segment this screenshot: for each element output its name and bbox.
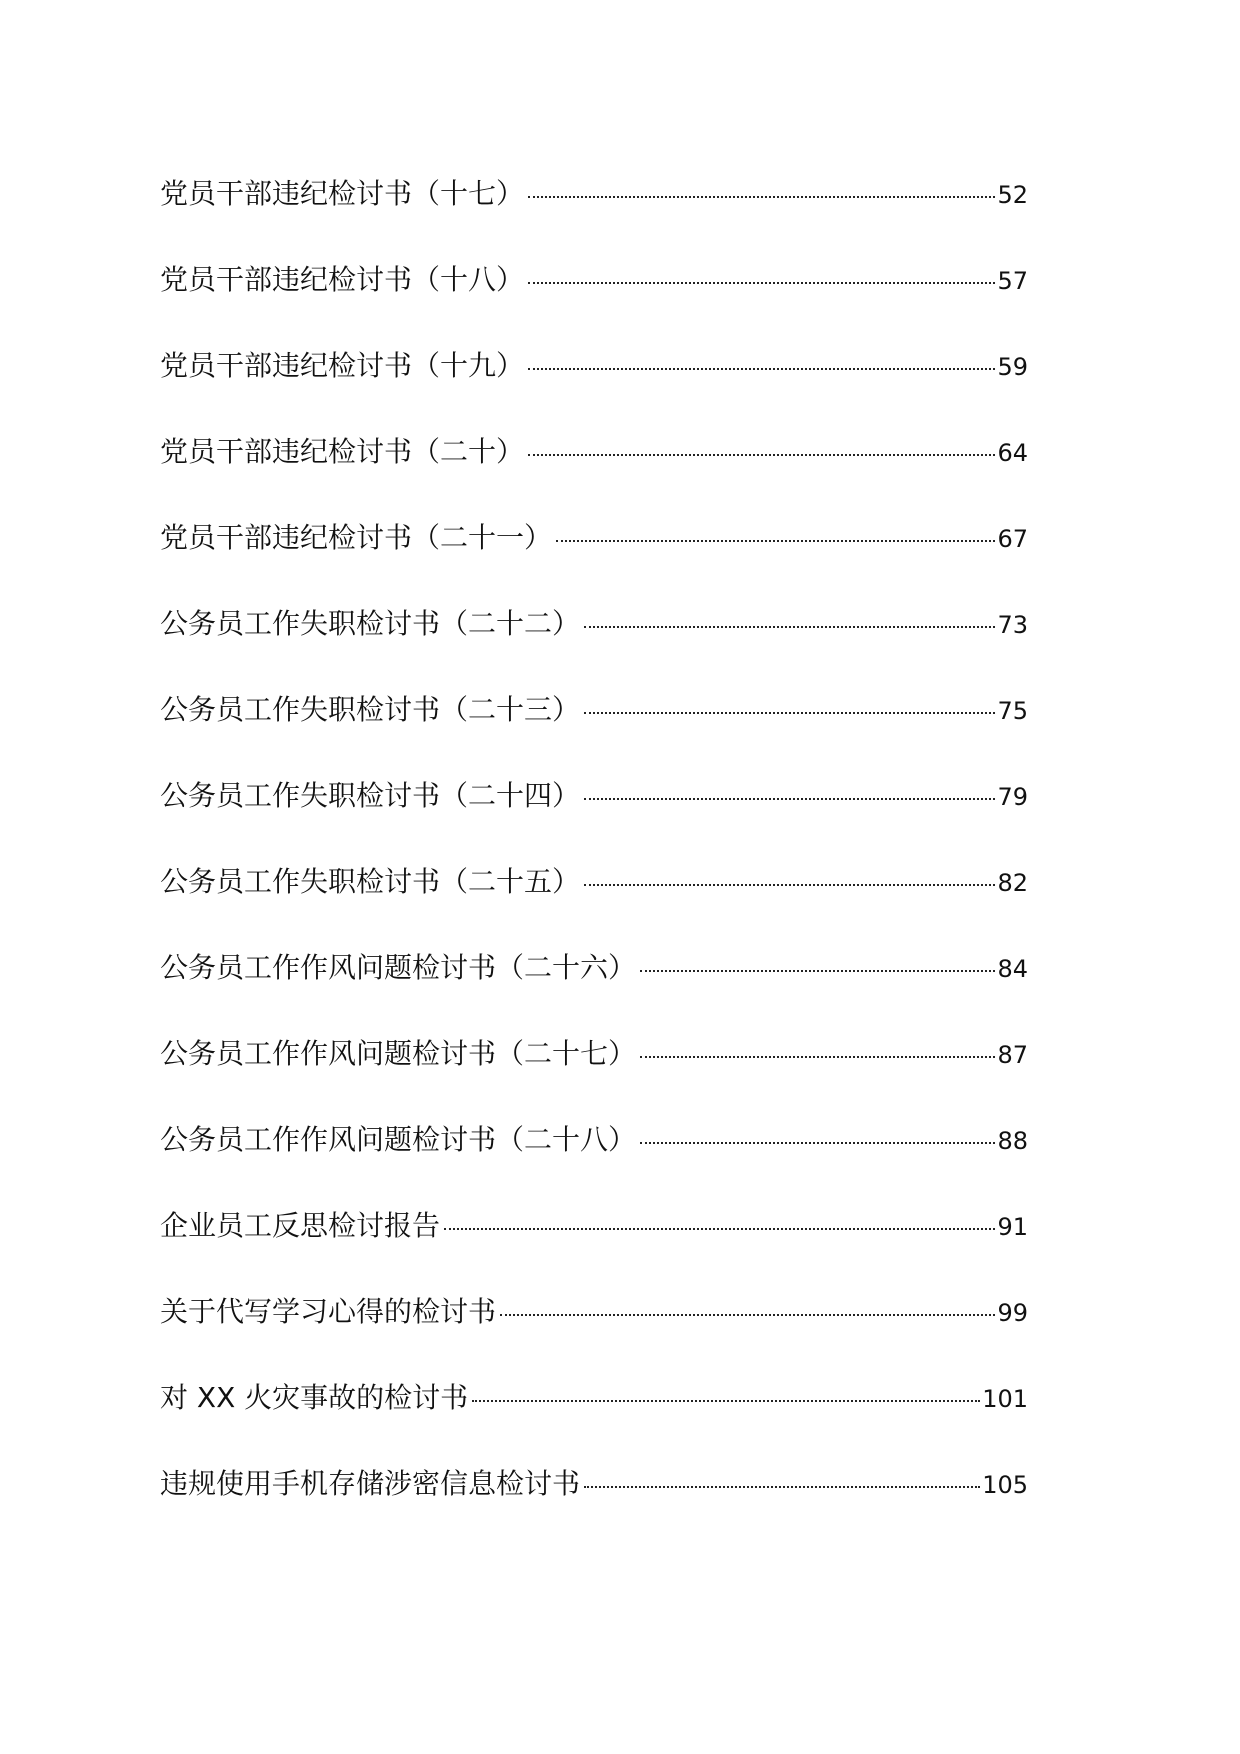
toc-entry[interactable] xyxy=(160,1032,1028,1118)
toc-entry-title: 违规使用手机存储涉密信息检讨书 xyxy=(160,1467,581,1500)
toc-entry[interactable] xyxy=(160,602,1028,688)
toc-entry[interactable] xyxy=(160,1118,1028,1204)
toc-dot-leader xyxy=(584,884,995,886)
toc-entry[interactable] xyxy=(160,1376,1028,1462)
toc-dot-leader xyxy=(444,1228,995,1230)
toc-dot-leader xyxy=(584,798,995,800)
toc-entry-title: 公务员工作作风问题检讨书（二十八） xyxy=(160,1123,637,1156)
toc-entry-title: 企业员工反思检讨报告 xyxy=(160,1209,441,1242)
toc-dot-leader xyxy=(528,454,995,456)
toc-entry-title: 党员干部违纪检讨书（二十） xyxy=(160,435,525,468)
toc-entry-page: 57 xyxy=(997,267,1028,295)
toc-entry[interactable] xyxy=(160,688,1028,774)
toc-entry-page: 82 xyxy=(997,869,1028,897)
toc-entry-page: 99 xyxy=(997,1299,1028,1327)
toc-entry-page: 73 xyxy=(997,611,1028,639)
toc-entry-title: 党员干部违纪检讨书（十七） xyxy=(160,177,525,210)
toc-entry-page: 88 xyxy=(997,1127,1028,1155)
toc-entry[interactable] xyxy=(160,516,1028,602)
toc-entry-page: 87 xyxy=(997,1041,1028,1069)
toc-entry-page: 64 xyxy=(997,439,1028,467)
toc-entry-title: 公务员工作失职检讨书（二十五） xyxy=(160,865,581,898)
toc-dot-leader xyxy=(528,368,995,370)
toc-dot-leader xyxy=(500,1314,995,1316)
toc-entry-page: 75 xyxy=(997,697,1028,725)
toc-entry[interactable] xyxy=(160,774,1028,860)
toc-dot-leader xyxy=(584,626,995,628)
table-of-contents xyxy=(160,172,1028,1548)
toc-dot-leader xyxy=(584,712,995,714)
toc-entry[interactable] xyxy=(160,344,1028,430)
toc-entry[interactable] xyxy=(160,430,1028,516)
toc-dot-leader xyxy=(528,196,995,198)
toc-entry-title: 公务员工作作风问题检讨书（二十七） xyxy=(160,1037,637,1070)
toc-entry[interactable] xyxy=(160,1204,1028,1290)
toc-dot-leader xyxy=(640,1142,995,1144)
toc-entry-title: 党员干部违纪检讨书（二十一） xyxy=(160,521,553,554)
toc-entry-title: 党员干部违纪检讨书（十九） xyxy=(160,349,525,382)
toc-entry[interactable] xyxy=(160,1290,1028,1376)
toc-dot-leader xyxy=(640,1056,995,1058)
toc-entry-page: 105 xyxy=(982,1471,1028,1499)
toc-entry[interactable] xyxy=(160,946,1028,1032)
toc-dot-leader xyxy=(584,1486,980,1488)
toc-entry-title: 公务员工作失职检讨书（二十二） xyxy=(160,607,581,640)
toc-entry-page: 91 xyxy=(997,1213,1028,1241)
toc-entry-page: 59 xyxy=(997,353,1028,381)
toc-entry-title: 公务员工作失职检讨书（二十三） xyxy=(160,693,581,726)
toc-dot-leader xyxy=(640,970,995,972)
toc-entry-title: 公务员工作作风问题检讨书（二十六） xyxy=(160,951,637,984)
toc-entry[interactable] xyxy=(160,1462,1028,1548)
toc-dot-leader xyxy=(472,1400,980,1402)
toc-entry-page: 84 xyxy=(997,955,1028,983)
toc-entry-page: 79 xyxy=(997,783,1028,811)
toc-entry-page: 52 xyxy=(997,181,1028,209)
toc-entry-title: 关于代写学习心得的检讨书 xyxy=(160,1295,497,1328)
toc-entry[interactable] xyxy=(160,258,1028,344)
toc-entry[interactable] xyxy=(160,860,1028,946)
toc-entry-page: 101 xyxy=(982,1385,1028,1413)
toc-entry-title: 党员干部违纪检讨书（十八） xyxy=(160,263,525,296)
toc-dot-leader xyxy=(528,282,995,284)
toc-entry[interactable] xyxy=(160,172,1028,258)
toc-dot-leader xyxy=(556,540,995,542)
toc-entry-title: 公务员工作失职检讨书（二十四） xyxy=(160,779,581,812)
toc-entry-title: 对 XX 火灾事故的检讨书 xyxy=(160,1381,469,1414)
toc-entry-page: 67 xyxy=(997,525,1028,553)
